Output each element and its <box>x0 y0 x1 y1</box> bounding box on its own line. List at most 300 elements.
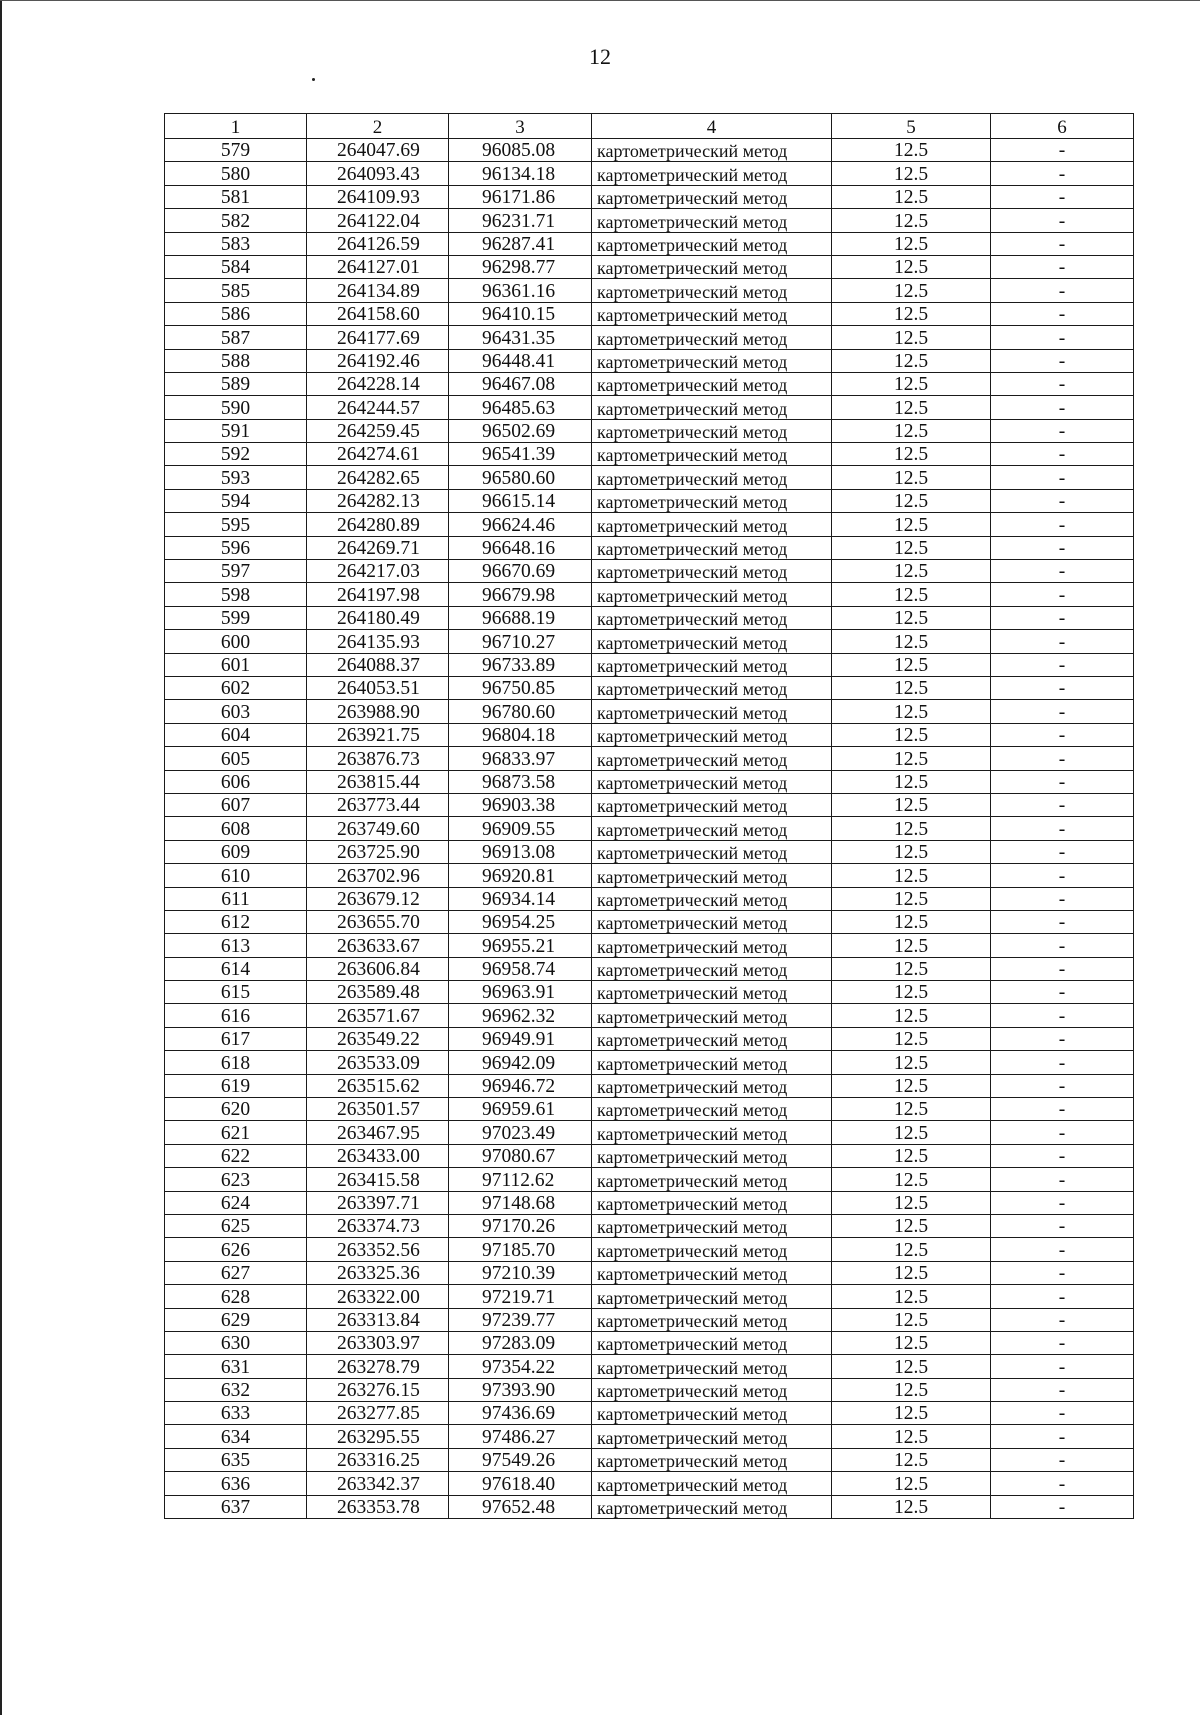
table-row <box>165 185 1134 208</box>
accuracy-cell: 12.5 <box>832 817 991 840</box>
accuracy-cell: 12.5 <box>832 209 991 232</box>
method-cell: картометрический метод <box>592 1074 832 1097</box>
method-cell: картометрический метод <box>592 536 832 559</box>
point-number-cell: 579 <box>165 139 307 162</box>
point-number-cell: 601 <box>165 653 307 676</box>
note-cell: - <box>991 723 1134 746</box>
point-number-cell: 625 <box>165 1214 307 1237</box>
note-cell: - <box>991 372 1134 395</box>
accuracy-cell: 12.5 <box>832 302 991 325</box>
point-number-cell: 605 <box>165 747 307 770</box>
method-cell: картометрический метод <box>592 443 832 466</box>
column-header: 4 <box>592 114 832 139</box>
accuracy-cell: 12.5 <box>832 934 991 957</box>
y-coordinate-cell: 96804.18 <box>449 723 592 746</box>
y-coordinate-cell: 96448.41 <box>449 349 592 372</box>
x-coordinate-cell: 264158.60 <box>307 302 449 325</box>
accuracy-cell: 12.5 <box>832 1004 991 1027</box>
x-coordinate-cell: 264093.43 <box>307 162 449 185</box>
y-coordinate-cell: 96467.08 <box>449 372 592 395</box>
y-coordinate-cell: 97080.67 <box>449 1144 592 1167</box>
x-coordinate-cell: 263374.73 <box>307 1214 449 1237</box>
note-cell: - <box>991 1308 1134 1331</box>
y-coordinate-cell: 96942.09 <box>449 1051 592 1074</box>
method-cell: картометрический метод <box>592 396 832 419</box>
note-cell: - <box>991 1027 1134 1050</box>
method-cell: картометрический метод <box>592 1378 832 1401</box>
method-cell: картометрический метод <box>592 513 832 536</box>
table-row <box>165 466 1134 489</box>
method-cell: картометрический метод <box>592 910 832 933</box>
x-coordinate-cell: 263571.67 <box>307 1004 449 1027</box>
accuracy-cell: 12.5 <box>832 1448 991 1471</box>
point-number-cell: 597 <box>165 560 307 583</box>
note-cell: - <box>991 1331 1134 1354</box>
note-cell: - <box>991 1191 1134 1214</box>
accuracy-cell: 12.5 <box>832 1027 991 1050</box>
point-number-cell: 619 <box>165 1074 307 1097</box>
point-number-cell: 616 <box>165 1004 307 1027</box>
accuracy-cell: 12.5 <box>832 536 991 559</box>
note-cell: - <box>991 139 1134 162</box>
method-cell: картометрический метод <box>592 583 832 606</box>
point-number-cell: 612 <box>165 910 307 933</box>
note-cell: - <box>991 560 1134 583</box>
table-row <box>165 396 1134 419</box>
method-cell: картометрический метод <box>592 302 832 325</box>
y-coordinate-cell: 97354.22 <box>449 1355 592 1378</box>
x-coordinate-cell: 264126.59 <box>307 232 449 255</box>
y-coordinate-cell: 96431.35 <box>449 326 592 349</box>
x-coordinate-cell: 263352.56 <box>307 1238 449 1261</box>
table-row <box>165 279 1134 302</box>
y-coordinate-cell: 97393.90 <box>449 1378 592 1401</box>
method-cell: картометрический метод <box>592 1402 832 1425</box>
point-number-cell: 581 <box>165 185 307 208</box>
table-row <box>165 676 1134 699</box>
x-coordinate-cell: 264180.49 <box>307 606 449 629</box>
point-number-cell: 632 <box>165 1378 307 1401</box>
accuracy-cell: 12.5 <box>832 466 991 489</box>
y-coordinate-cell: 96298.77 <box>449 255 592 278</box>
y-coordinate-cell: 96780.60 <box>449 700 592 723</box>
accuracy-cell: 12.5 <box>832 1098 991 1121</box>
note-cell: - <box>991 1238 1134 1261</box>
table-row <box>165 443 1134 466</box>
note-cell: - <box>991 1402 1134 1425</box>
x-coordinate-cell: 264197.98 <box>307 583 449 606</box>
accuracy-cell: 12.5 <box>832 1495 991 1518</box>
y-coordinate-cell: 97239.77 <box>449 1308 592 1331</box>
x-coordinate-cell: 263876.73 <box>307 747 449 770</box>
table-row <box>165 1308 1134 1331</box>
method-cell: картометрический метод <box>592 255 832 278</box>
x-coordinate-cell: 263467.95 <box>307 1121 449 1144</box>
table-row <box>165 1144 1134 1167</box>
point-number-cell: 609 <box>165 840 307 863</box>
accuracy-cell: 12.5 <box>832 162 991 185</box>
accuracy-cell: 12.5 <box>832 747 991 770</box>
note-cell: - <box>991 326 1134 349</box>
x-coordinate-cell: 263276.15 <box>307 1378 449 1401</box>
note-cell: - <box>991 466 1134 489</box>
accuracy-cell: 12.5 <box>832 1214 991 1237</box>
table-row <box>165 1472 1134 1495</box>
note-cell: - <box>991 700 1134 723</box>
column-header: 6 <box>991 114 1134 139</box>
method-cell: картометрический метод <box>592 723 832 746</box>
x-coordinate-cell: 263515.62 <box>307 1074 449 1097</box>
method-cell: картометрический метод <box>592 653 832 676</box>
note-cell: - <box>991 630 1134 653</box>
x-coordinate-cell: 263322.00 <box>307 1285 449 1308</box>
table-row <box>165 630 1134 653</box>
note-cell: - <box>991 793 1134 816</box>
note-cell: - <box>991 162 1134 185</box>
accuracy-cell: 12.5 <box>832 840 991 863</box>
note-cell: - <box>991 255 1134 278</box>
x-coordinate-cell: 264282.65 <box>307 466 449 489</box>
y-coordinate-cell: 96959.61 <box>449 1098 592 1121</box>
accuracy-cell: 12.5 <box>832 396 991 419</box>
method-cell: картометрический метод <box>592 279 832 302</box>
accuracy-cell: 12.5 <box>832 139 991 162</box>
method-cell: картометрический метод <box>592 770 832 793</box>
x-coordinate-cell: 264259.45 <box>307 419 449 442</box>
point-number-cell: 610 <box>165 864 307 887</box>
y-coordinate-cell: 96085.08 <box>449 139 592 162</box>
point-number-cell: 585 <box>165 279 307 302</box>
point-number-cell: 624 <box>165 1191 307 1214</box>
y-coordinate-cell: 96710.27 <box>449 630 592 653</box>
scan-speck <box>312 78 315 81</box>
note-cell: - <box>991 910 1134 933</box>
point-number-cell: 600 <box>165 630 307 653</box>
x-coordinate-cell: 264192.46 <box>307 349 449 372</box>
method-cell: картометрический метод <box>592 1098 832 1121</box>
accuracy-cell: 12.5 <box>832 700 991 723</box>
point-number-cell: 614 <box>165 957 307 980</box>
x-coordinate-cell: 263773.44 <box>307 793 449 816</box>
method-cell: картометрический метод <box>592 1238 832 1261</box>
point-number-cell: 633 <box>165 1402 307 1425</box>
x-coordinate-cell: 263433.00 <box>307 1144 449 1167</box>
method-cell: картометрический метод <box>592 934 832 957</box>
x-coordinate-cell: 263316.25 <box>307 1448 449 1471</box>
method-cell: картометрический метод <box>592 1121 832 1144</box>
accuracy-cell: 12.5 <box>832 1308 991 1331</box>
y-coordinate-cell: 96287.41 <box>449 232 592 255</box>
note-cell: - <box>991 864 1134 887</box>
point-number-cell: 630 <box>165 1331 307 1354</box>
table-row <box>165 840 1134 863</box>
x-coordinate-cell: 263606.84 <box>307 957 449 980</box>
table-row <box>165 864 1134 887</box>
table-row <box>165 934 1134 957</box>
accuracy-cell: 12.5 <box>832 372 991 395</box>
point-number-cell: 582 <box>165 209 307 232</box>
x-coordinate-cell: 264134.89 <box>307 279 449 302</box>
point-number-cell: 604 <box>165 723 307 746</box>
accuracy-cell: 12.5 <box>832 326 991 349</box>
note-cell: - <box>991 1378 1134 1401</box>
method-cell: картометрический метод <box>592 1191 832 1214</box>
note-cell: - <box>991 1098 1134 1121</box>
note-cell: - <box>991 957 1134 980</box>
x-coordinate-cell: 264053.51 <box>307 676 449 699</box>
x-coordinate-cell: 263655.70 <box>307 910 449 933</box>
note-cell: - <box>991 279 1134 302</box>
accuracy-cell: 12.5 <box>832 583 991 606</box>
y-coordinate-cell: 97219.71 <box>449 1285 592 1308</box>
table-row <box>165 489 1134 512</box>
scan-top-edge <box>0 0 1200 1</box>
x-coordinate-cell: 263725.90 <box>307 840 449 863</box>
table-row <box>165 419 1134 442</box>
method-cell: картометрический метод <box>592 817 832 840</box>
method-cell: картометрический метод <box>592 1355 832 1378</box>
y-coordinate-cell: 97148.68 <box>449 1191 592 1214</box>
method-cell: картометрический метод <box>592 185 832 208</box>
y-coordinate-cell: 96615.14 <box>449 489 592 512</box>
table-row <box>165 139 1134 162</box>
column-header: 3 <box>449 114 592 139</box>
y-coordinate-cell: 96909.55 <box>449 817 592 840</box>
table-row <box>165 513 1134 536</box>
x-coordinate-cell: 263533.09 <box>307 1051 449 1074</box>
accuracy-cell: 12.5 <box>832 279 991 302</box>
point-number-cell: 611 <box>165 887 307 910</box>
method-cell: картометрический метод <box>592 1144 832 1167</box>
point-number-cell: 634 <box>165 1425 307 1448</box>
table-row <box>165 583 1134 606</box>
note-cell: - <box>991 443 1134 466</box>
table-row <box>165 1402 1134 1425</box>
accuracy-cell: 12.5 <box>832 1472 991 1495</box>
method-cell: картометрический метод <box>592 349 832 372</box>
point-number-cell: 606 <box>165 770 307 793</box>
note-cell: - <box>991 981 1134 1004</box>
note-cell: - <box>991 1495 1134 1518</box>
accuracy-cell: 12.5 <box>832 1074 991 1097</box>
method-cell: картометрический метод <box>592 1214 832 1237</box>
accuracy-cell: 12.5 <box>832 443 991 466</box>
y-coordinate-cell: 96171.86 <box>449 185 592 208</box>
note-cell: - <box>991 840 1134 863</box>
note-cell: - <box>991 302 1134 325</box>
x-coordinate-cell: 263633.67 <box>307 934 449 957</box>
y-coordinate-cell: 96962.32 <box>449 1004 592 1027</box>
note-cell: - <box>991 1074 1134 1097</box>
note-cell: - <box>991 1355 1134 1378</box>
y-coordinate-cell: 96833.97 <box>449 747 592 770</box>
x-coordinate-cell: 263589.48 <box>307 981 449 1004</box>
note-cell: - <box>991 1472 1134 1495</box>
point-number-cell: 596 <box>165 536 307 559</box>
y-coordinate-cell: 96958.74 <box>449 957 592 980</box>
note-cell: - <box>991 653 1134 676</box>
x-coordinate-cell: 263921.75 <box>307 723 449 746</box>
point-number-cell: 615 <box>165 981 307 1004</box>
note-cell: - <box>991 1214 1134 1237</box>
table-row <box>165 700 1134 723</box>
table-row <box>165 1051 1134 1074</box>
y-coordinate-cell: 97436.69 <box>449 1402 592 1425</box>
accuracy-cell: 12.5 <box>832 910 991 933</box>
accuracy-cell: 12.5 <box>832 606 991 629</box>
point-number-cell: 594 <box>165 489 307 512</box>
y-coordinate-cell: 97652.48 <box>449 1495 592 1518</box>
y-coordinate-cell: 97283.09 <box>449 1331 592 1354</box>
note-cell: - <box>991 747 1134 770</box>
point-number-cell: 627 <box>165 1261 307 1284</box>
point-number-cell: 592 <box>165 443 307 466</box>
method-cell: картометрический метод <box>592 489 832 512</box>
table-row <box>165 887 1134 910</box>
y-coordinate-cell: 96502.69 <box>449 419 592 442</box>
table-row <box>165 1495 1134 1518</box>
table-row <box>165 536 1134 559</box>
table-row <box>165 1004 1134 1027</box>
table-row <box>165 1214 1134 1237</box>
table-row <box>165 209 1134 232</box>
x-coordinate-cell: 263702.96 <box>307 864 449 887</box>
y-coordinate-cell: 96949.91 <box>449 1027 592 1050</box>
accuracy-cell: 12.5 <box>832 1425 991 1448</box>
note-cell: - <box>991 1425 1134 1448</box>
point-number-cell: 613 <box>165 934 307 957</box>
y-coordinate-cell: 96733.89 <box>449 653 592 676</box>
column-header: 2 <box>307 114 449 139</box>
x-coordinate-cell: 264135.93 <box>307 630 449 653</box>
x-coordinate-cell: 263749.60 <box>307 817 449 840</box>
method-cell: картометрический метод <box>592 840 832 863</box>
x-coordinate-cell: 263815.44 <box>307 770 449 793</box>
accuracy-cell: 12.5 <box>832 185 991 208</box>
method-cell: картометрический метод <box>592 981 832 1004</box>
accuracy-cell: 12.5 <box>832 887 991 910</box>
y-coordinate-cell: 96920.81 <box>449 864 592 887</box>
table-row <box>165 1378 1134 1401</box>
note-cell: - <box>991 209 1134 232</box>
column-header: 5 <box>832 114 991 139</box>
point-number-cell: 586 <box>165 302 307 325</box>
point-number-cell: 622 <box>165 1144 307 1167</box>
y-coordinate-cell: 97549.26 <box>449 1448 592 1471</box>
accuracy-cell: 12.5 <box>832 1331 991 1354</box>
note-cell: - <box>991 676 1134 699</box>
method-cell: картометрический метод <box>592 372 832 395</box>
y-coordinate-cell: 97210.39 <box>449 1261 592 1284</box>
point-number-cell: 626 <box>165 1238 307 1261</box>
note-cell: - <box>991 536 1134 559</box>
accuracy-cell: 12.5 <box>832 489 991 512</box>
accuracy-cell: 12.5 <box>832 723 991 746</box>
table-row <box>165 1168 1134 1191</box>
y-coordinate-cell: 96580.60 <box>449 466 592 489</box>
accuracy-cell: 12.5 <box>832 1121 991 1144</box>
x-coordinate-cell: 264269.71 <box>307 536 449 559</box>
method-cell: картометрический метод <box>592 864 832 887</box>
table-row <box>165 302 1134 325</box>
method-cell: картометрический метод <box>592 209 832 232</box>
point-number-cell: 631 <box>165 1355 307 1378</box>
point-number-cell: 635 <box>165 1448 307 1471</box>
method-cell: картометрический метод <box>592 1472 832 1495</box>
accuracy-cell: 12.5 <box>832 560 991 583</box>
table-row <box>165 981 1134 1004</box>
x-coordinate-cell: 263549.22 <box>307 1027 449 1050</box>
method-cell: картометрический метод <box>592 1425 832 1448</box>
accuracy-cell: 12.5 <box>832 793 991 816</box>
accuracy-cell: 12.5 <box>832 1285 991 1308</box>
x-coordinate-cell: 263278.79 <box>307 1355 449 1378</box>
point-number-cell: 584 <box>165 255 307 278</box>
x-coordinate-cell: 264127.01 <box>307 255 449 278</box>
note-cell: - <box>991 185 1134 208</box>
y-coordinate-cell: 96873.58 <box>449 770 592 793</box>
note-cell: - <box>991 513 1134 536</box>
note-cell: - <box>991 1051 1134 1074</box>
x-coordinate-cell: 263342.37 <box>307 1472 449 1495</box>
x-coordinate-cell: 264217.03 <box>307 560 449 583</box>
method-cell: картометрический метод <box>592 747 832 770</box>
y-coordinate-cell: 96485.63 <box>449 396 592 419</box>
y-coordinate-cell: 97486.27 <box>449 1425 592 1448</box>
accuracy-cell: 12.5 <box>832 1168 991 1191</box>
table-row <box>165 326 1134 349</box>
table-row <box>165 232 1134 255</box>
method-cell: картометрический метод <box>592 957 832 980</box>
accuracy-cell: 12.5 <box>832 513 991 536</box>
x-coordinate-cell: 264244.57 <box>307 396 449 419</box>
point-number-cell: 618 <box>165 1051 307 1074</box>
accuracy-cell: 12.5 <box>832 1355 991 1378</box>
method-cell: картометрический метод <box>592 630 832 653</box>
table-row <box>165 1425 1134 1448</box>
note-cell: - <box>991 817 1134 840</box>
y-coordinate-cell: 96624.46 <box>449 513 592 536</box>
table-row <box>165 1027 1134 1050</box>
point-number-cell: 589 <box>165 372 307 395</box>
method-cell: картометрический метод <box>592 606 832 629</box>
table-row <box>165 1238 1134 1261</box>
y-coordinate-cell: 96670.69 <box>449 560 592 583</box>
method-cell: картометрический метод <box>592 419 832 442</box>
table-row <box>165 349 1134 372</box>
y-coordinate-cell: 96688.19 <box>449 606 592 629</box>
note-cell: - <box>991 583 1134 606</box>
method-cell: картометрический метод <box>592 1168 832 1191</box>
y-coordinate-cell: 97618.40 <box>449 1472 592 1495</box>
table-row <box>165 1098 1134 1121</box>
note-cell: - <box>991 1285 1134 1308</box>
x-coordinate-cell: 263325.36 <box>307 1261 449 1284</box>
point-number-cell: 602 <box>165 676 307 699</box>
x-coordinate-cell: 264282.13 <box>307 489 449 512</box>
scan-left-edge <box>0 0 2 1715</box>
accuracy-cell: 12.5 <box>832 419 991 442</box>
method-cell: картометрический метод <box>592 1448 832 1471</box>
method-cell: картометрический метод <box>592 139 832 162</box>
x-coordinate-cell: 264177.69 <box>307 326 449 349</box>
table-row <box>165 255 1134 278</box>
table-row <box>165 1331 1134 1354</box>
method-cell: картометрический метод <box>592 1495 832 1518</box>
table-row <box>165 770 1134 793</box>
note-cell: - <box>991 934 1134 957</box>
method-cell: картометрический метод <box>592 466 832 489</box>
